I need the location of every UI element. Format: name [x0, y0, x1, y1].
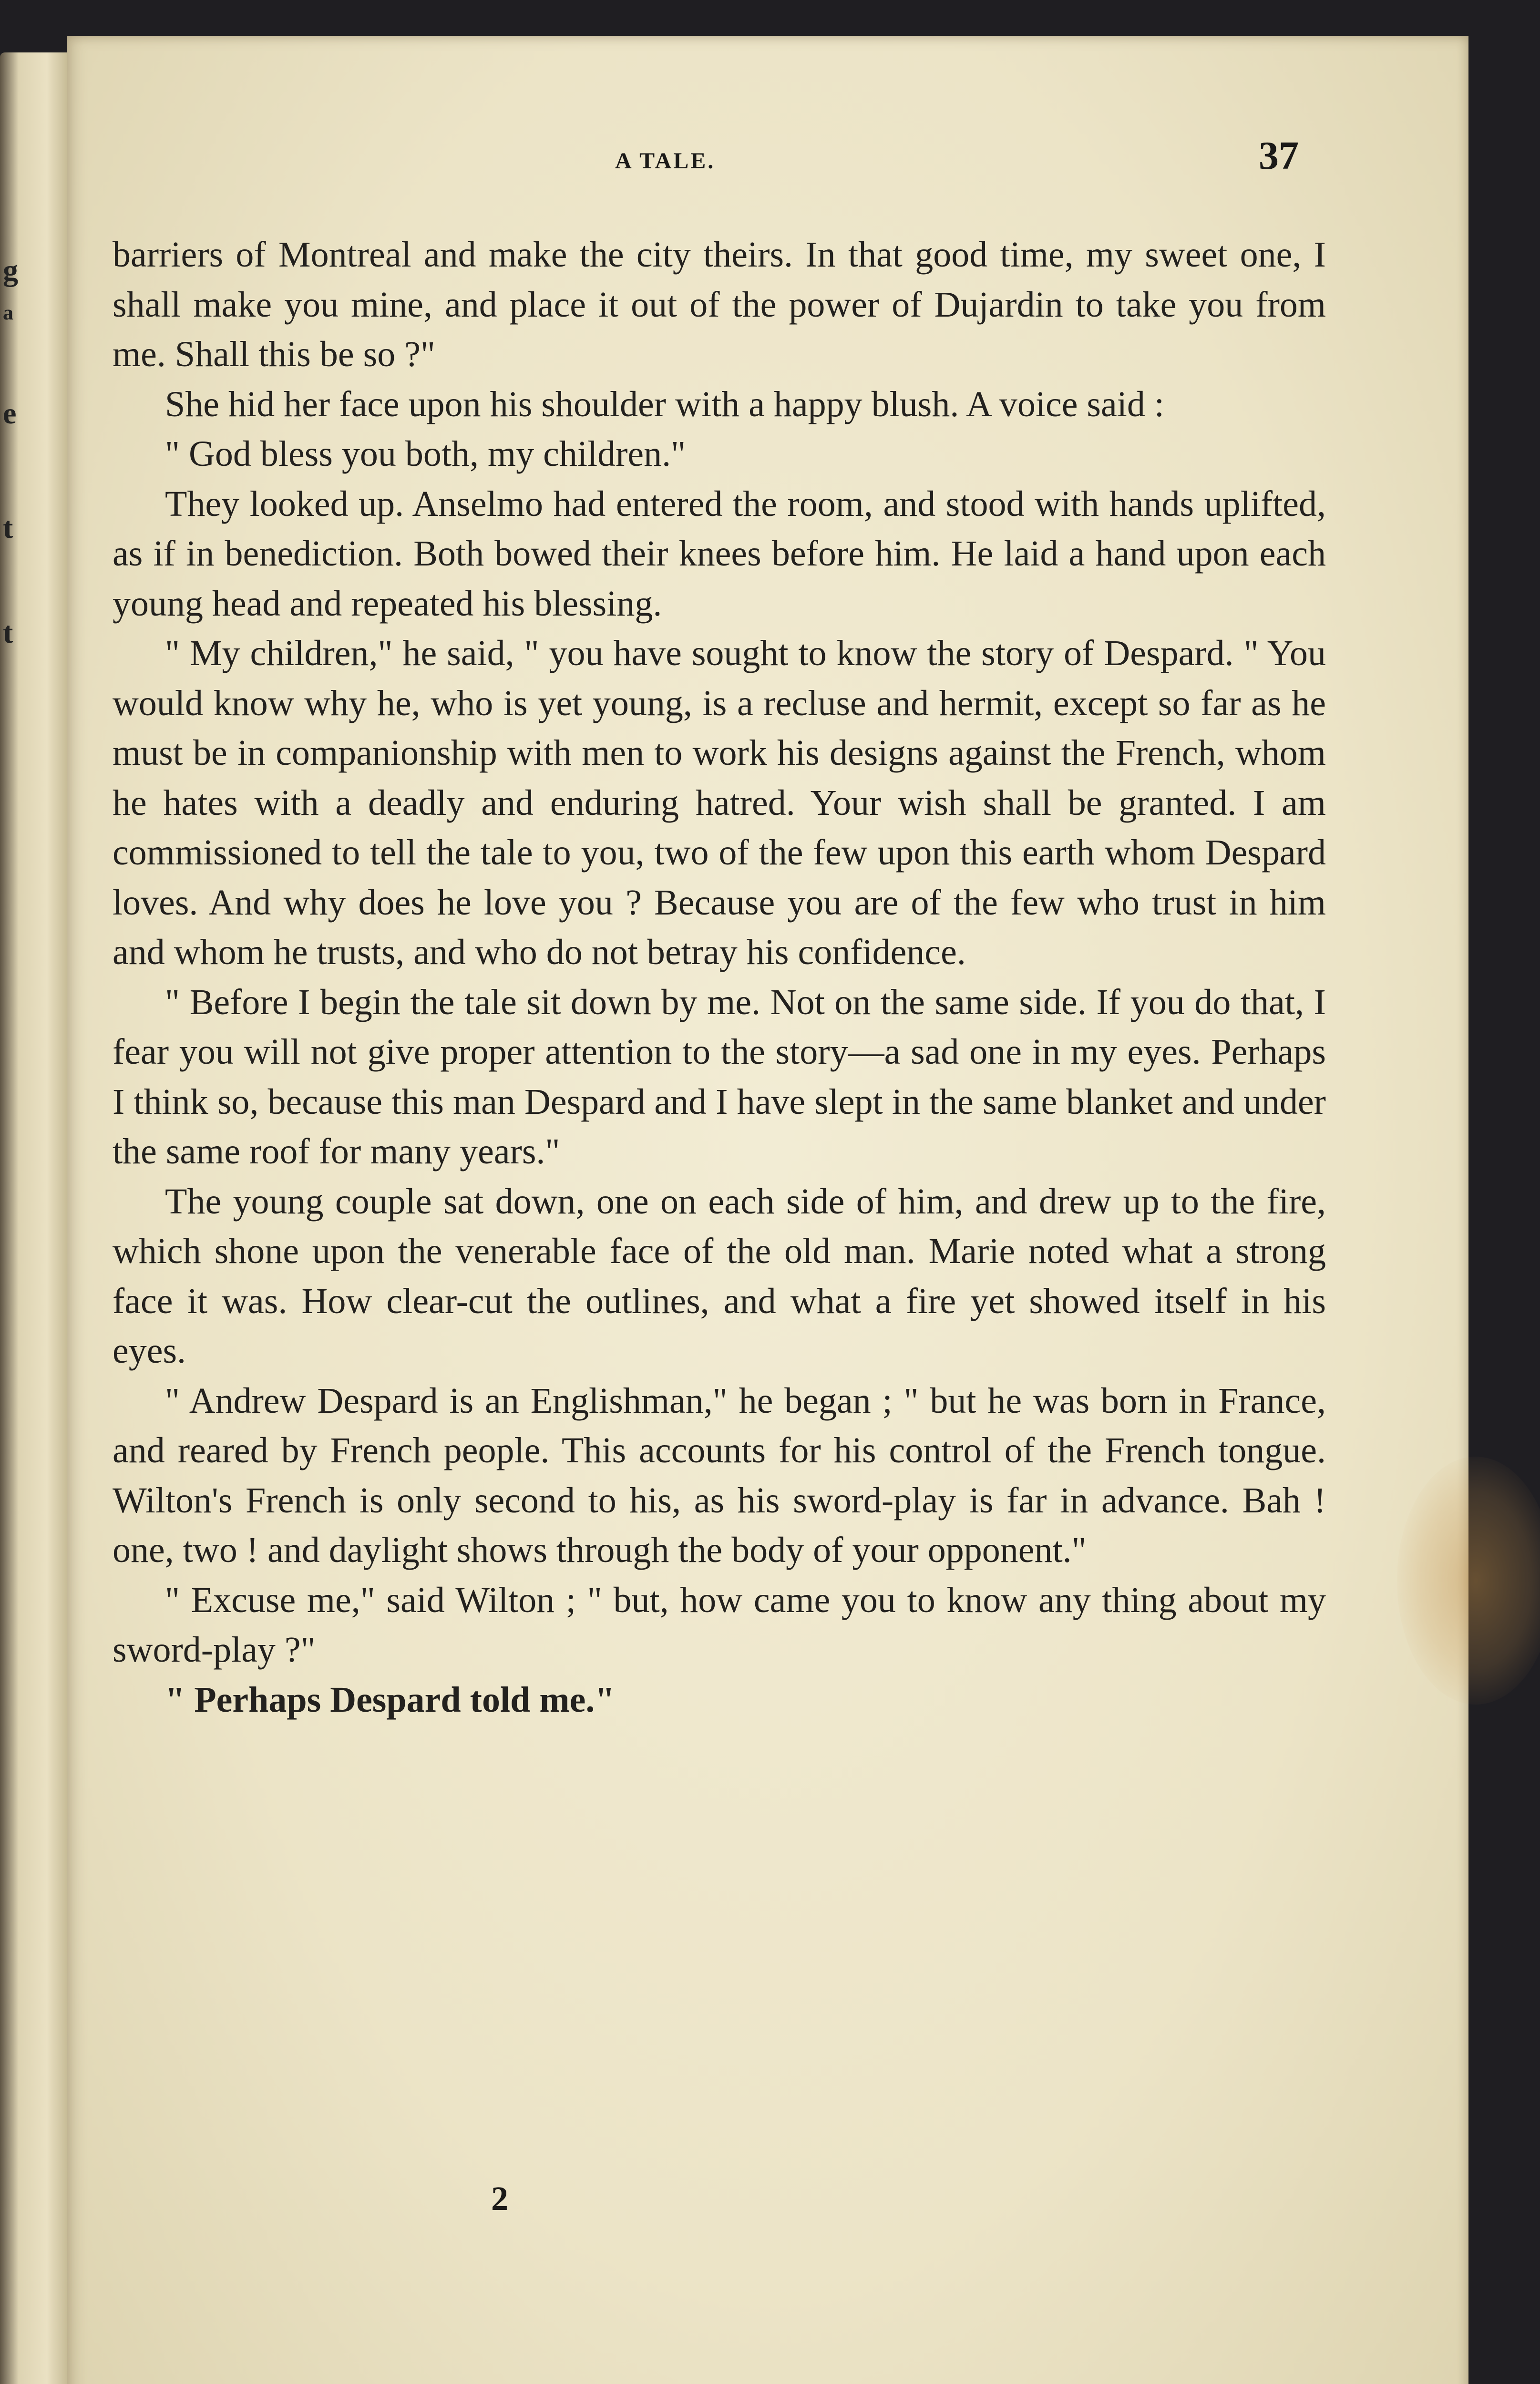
paragraph: " Perhaps Despard told me." [165, 1679, 615, 1720]
edge-letter: t [3, 616, 13, 649]
adjacent-page-edge [0, 52, 67, 2384]
body-text [113, 230, 1326, 1725]
edge-letter: e [3, 396, 17, 430]
paragraph: They looked up. Anselmo had entered the room, and stood with hands uplifted, as if in benediction. Both bowed their knees before him. He laid a hand upon each young head and repeated his blessing. [113, 483, 1326, 624]
edge-letter: g [3, 253, 18, 287]
paragraph: " Before I begin the tale sit down by me. Not on the same side. If you do that, I fear you will not give proper attention to the story—a sad one in my eyes. Perhaps I think so, because this man Despard and I have slept in the same blanket and under the same roof for many years." [113, 982, 1326, 1171]
paragraph: " God bless you both, my children." [165, 434, 686, 474]
paragraph: barriers of Montreal and make the city theirs. In that good time, my sweet one, I shall make you mine, and place it out of the power of Dujardin to take you from me. Shall this be so ?" [113, 235, 1326, 374]
page-number: 37 [1259, 134, 1299, 178]
edge-letter: a [3, 301, 13, 324]
paragraph: She hid her face upon his shoulder with a happy blush. A voice said : [165, 384, 1164, 424]
paragraph: The young couple sat down, one on each side of him, and drew up to the fire, which shone upon the venerable face of the old man. Marie noted what a strong face it was. How clear-cut the outlines, and what a fire yet showed itself in his eyes. [113, 1181, 1326, 1371]
paragraph: " Excuse me," said Wilton ; " but, how came you to know any thing about my sword-play ?" [113, 1580, 1326, 1670]
edge-letter: t [3, 511, 13, 545]
signature-mark: 2 [491, 2179, 508, 2218]
paragraph: " My children," he said, " you have sought to know the story of Despard. " You would know why he, who is yet young, is a recluse and hermit, except so far as he must be in companionship with men to work his designs against the French, whom he hates with a deadly and enduring hatred. Your wish shall be granted. I am commissioned to tell the tale to you, two of the few upon this earth whom Despard loves. And why does he love you ? Because you are of the few who trust in him and whom he trusts, and who do not betray his confidence. [113, 633, 1326, 972]
water-stain [1397, 1457, 1540, 1705]
paragraph: " Andrew Despard is an Englishman," he began ; " but he was born in France, and reared by French people. This accounts for his control of the French tongue. Wilton's French is only second to his, as his sword-play is far in advance. Bah ! one, two ! and daylight shows through the body of your opponent." [113, 1380, 1326, 1570]
running-head: A TALE. [615, 148, 716, 174]
